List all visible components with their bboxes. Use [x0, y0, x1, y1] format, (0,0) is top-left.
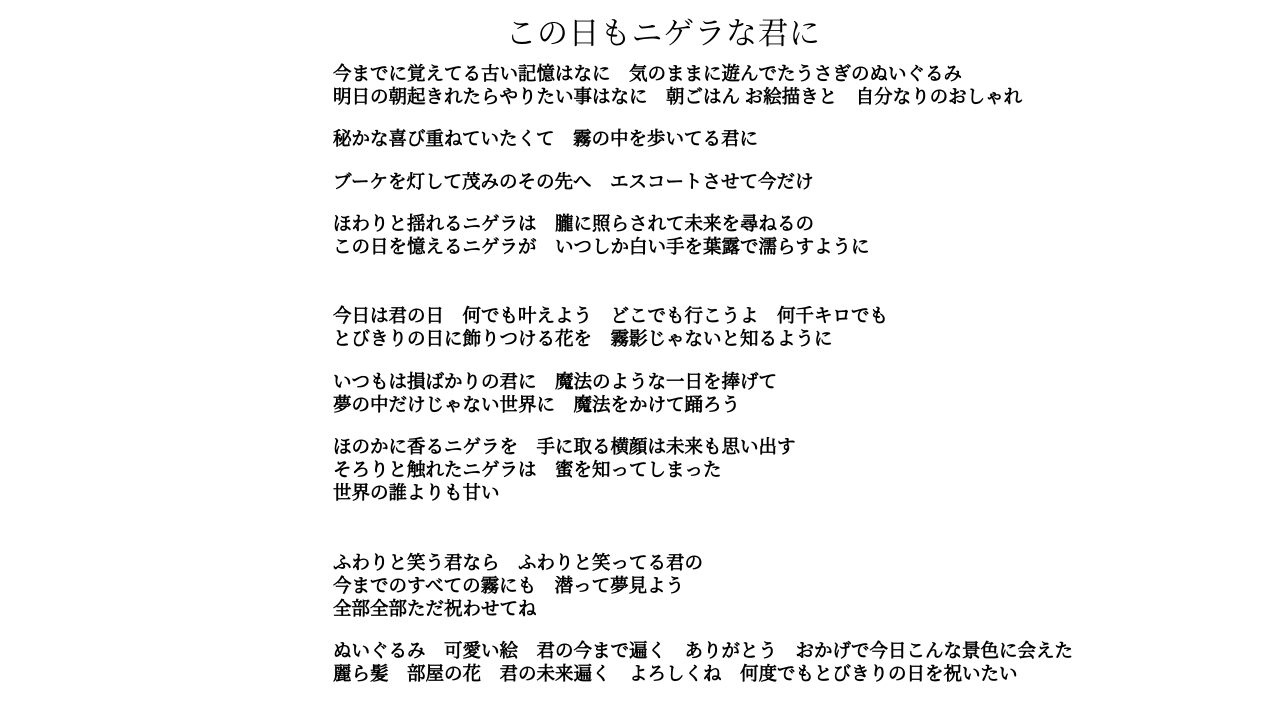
lyric-line: この日を憶えるニゲラが いつしか白い手を葉露で濡らすように: [333, 238, 870, 259]
stanza-8: [333, 553, 1260, 623]
lyric-line: ブーケを灯して茂みのその先へ エスコートさせて今だけ: [333, 172, 814, 193]
stanza-1: [333, 64, 1260, 110]
lyric-line: そろりと触れたニゲラは 蜜を知ってしまった: [333, 461, 722, 482]
lyric-line: 秘かな喜び重ねていたくて 霧の中を歩いてる君に: [333, 130, 759, 151]
page-title: この日もニゲラな君に: [505, 16, 821, 51]
lyrics-body: [333, 64, 1260, 688]
lyric-line: ほのかに香るニゲラを 手に取る横顔は未来も思い出す: [333, 438, 796, 459]
stanza-7: [333, 437, 1260, 507]
stanza-5: [333, 306, 1260, 352]
stanza-2: [333, 129, 1260, 152]
lyric-line: 世界の誰よりも甘い: [333, 484, 500, 505]
lyric-line: 今までに覚えてる古い記憶はなに 気のままに遊んでたうさぎのぬいぐるみ: [333, 65, 963, 85]
lyric-line: 全部全部ただ祝わせてね: [333, 600, 537, 621]
stanza-6: [333, 372, 1260, 418]
lyric-line: 今までのすべての霧にも 潜って夢見よう: [333, 576, 685, 597]
lyric-line: ほわりと揺れるニゲラは 朧に照らされて未来を尋ねるの: [333, 214, 815, 235]
stanza-3: [333, 172, 1260, 195]
lyric-line: 夢の中だけじゃない世界に 魔法をかけて踊ろう: [333, 395, 741, 416]
lyric-line: 麗ら髪 部屋の花 君の未来遍く よろしくね 何度でもとびきりの日を祝いたい: [333, 665, 1018, 686]
lyric-line: とびきりの日に飾りつける花を 霧影じゃないと知るように: [333, 330, 833, 351]
lyric-line: ぬいぐるみ 可愛い絵 君の今まで遍く ありがとう おかげで今日こんな景色に会えた: [333, 642, 1074, 663]
lyric-line: ふわりと笑う君なら ふわりと笑ってる君の: [333, 553, 704, 574]
stanza-9: [333, 641, 1260, 687]
lyric-line: 今日は君の日 何でも叶えよう どこでも行こうよ 何千キロでも: [333, 307, 889, 328]
lyric-line: いつもは損ばかりの君に 魔法のような一日を捧げて: [333, 372, 778, 393]
lyric-line: 明日の朝起きれたらやりたい事はなに 朝ごはん お絵描きと 自分なりのおしゃれ: [333, 88, 1023, 109]
stanza-4: [333, 214, 1260, 260]
